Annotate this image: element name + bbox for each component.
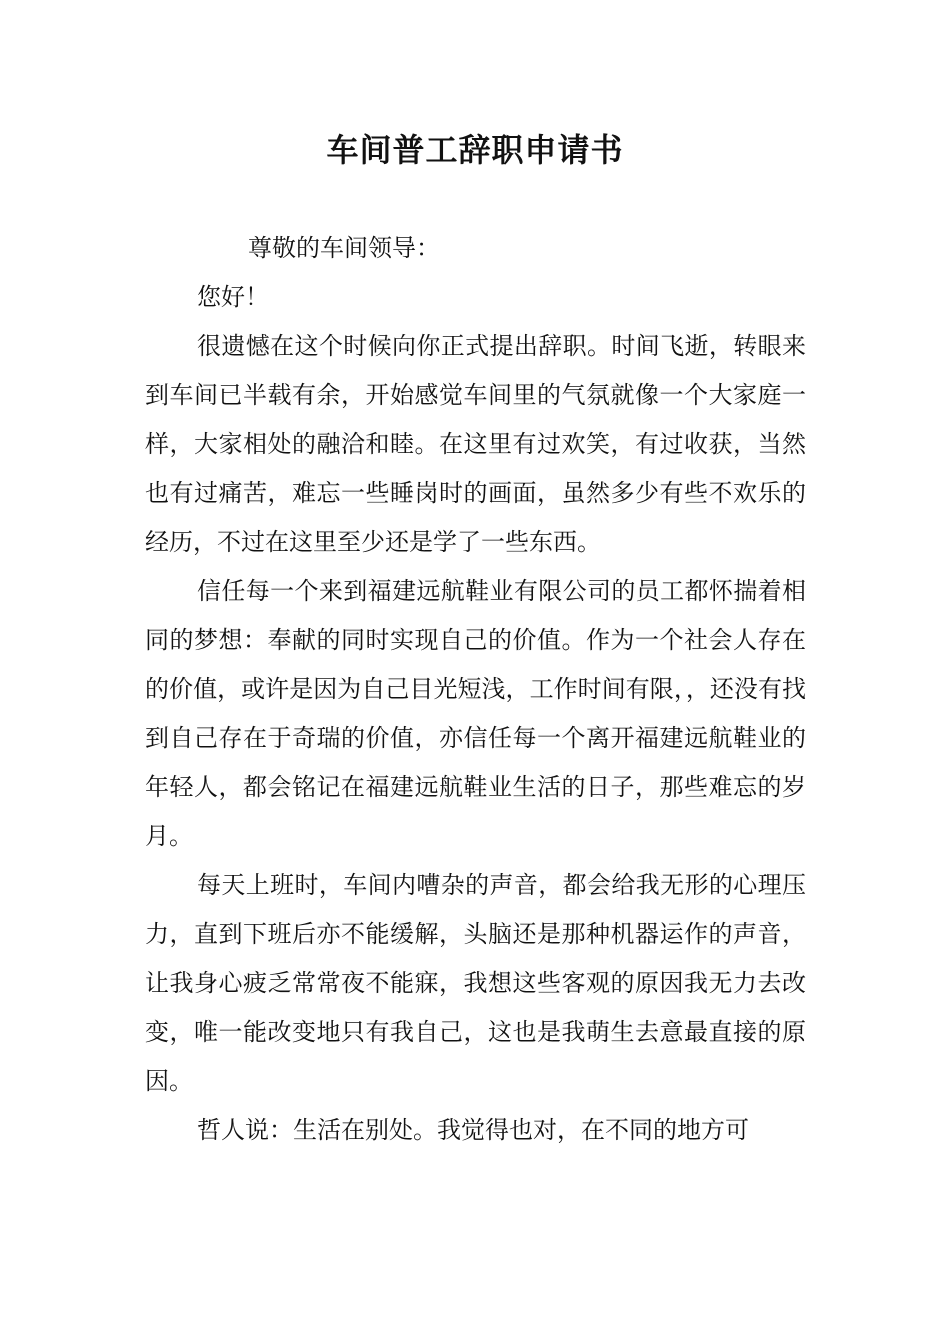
body-paragraph-4: 哲人说：生活在别处。我觉得也对，在不同的地方可	[197, 1116, 749, 1144]
body-paragraph-3: 每天上班时，车间内嘈杂的声音，都会给我无形的心理压力，直到下班后亦不能缓解，头脑还是那种机器运作的声音，让我身心疲乏常常夜不能寐，我想这些客观的原因我无力去改变，唯一能改变地只有我自己，这也是我萌生去意最直接的原因。	[145, 871, 806, 1095]
document-body	[145, 224, 806, 1155]
document-title: 车间普工辞职申请书	[326, 131, 624, 169]
greeting: 您好！	[197, 283, 269, 311]
body-paragraph-2: 信任每一个来到福建远航鞋业有限公司的员工都怀揣着相同的梦想：奉献的同时实现自己的价值。作为一个社会人存在的价值，或许是因为自己目光短浅，工作时间有限，，还没有找到自己存在于奇瑞的价值，亦信任每一个离开福建远航鞋业的年轻人，都会铭记在福建远航鞋业生活的日子，那些难忘的岁月。	[145, 577, 806, 850]
body-paragraph-1: 很遗憾在这个时候向你正式提出辞职。时间飞逝，转眼来到车间已半载有余，开始感觉车间里的气氛就像一个大家庭一样，大家相处的融洽和睦。在这里有过欢笑，有过收获，当然也有过痛苦，难忘一些睡岗时的画面，虽然多少有些不欢乐的经历，不过在这里至少还是学了一些东西。	[145, 332, 806, 556]
salutation: 尊敬的车间领导：	[248, 234, 440, 262]
